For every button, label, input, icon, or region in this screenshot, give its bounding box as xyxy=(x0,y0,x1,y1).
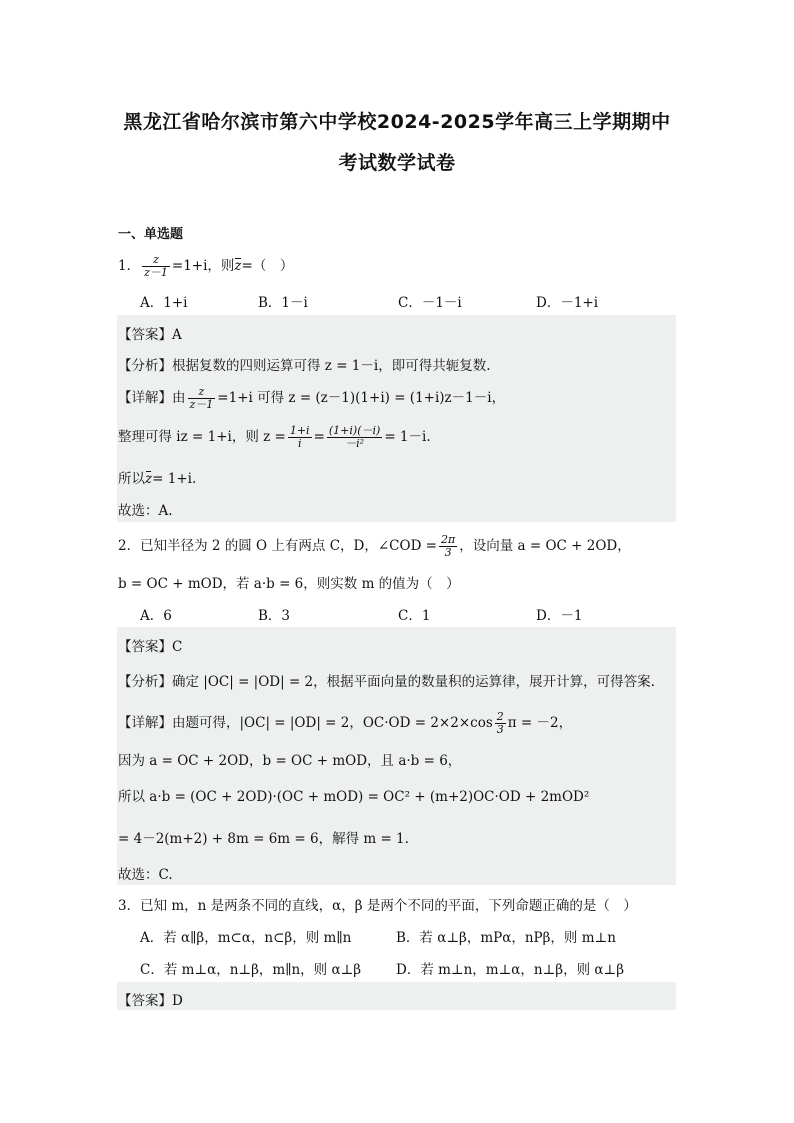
q2-analysis-label: 【分析】 xyxy=(118,674,172,690)
q1-analysis-label: 【分析】 xyxy=(118,358,172,374)
q3-option-a: A．若 α∥β，m⊂α，n⊂β，则 m∥n xyxy=(140,930,352,946)
q2-detail-line-1: 【详解】由题可得，|OC| = |OD| = 2，OC·OD = 2×2×cos $\frac{2}{3}$ π = －2， xyxy=(118,710,573,736)
q2-option-c: C．1 xyxy=(398,608,431,624)
q3-answer-panel xyxy=(117,982,676,1010)
q2-stem-line-2: b = OC + mOD，若 a·b = 6，则实数 m 的值为（ ） xyxy=(118,576,460,592)
section-heading: 一、单选题 xyxy=(118,227,184,242)
q2-detail-line-2: 因为 a = OC + 2OD，b = OC + mOD，且 a·b = 6， xyxy=(118,753,462,769)
q2-answer: 【答案】C xyxy=(118,639,183,655)
q2-analysis xyxy=(118,670,655,690)
q1-detail-line-2: 整理可得 iz = 1+i，则 z = $\frac{1+i}{i}$ = $\frac{(1+i)(-i)}{\text{－i²}}$ = 1－i. xyxy=(118,424,431,450)
q1-stem xyxy=(118,254,293,279)
q2-option-b: B．3 xyxy=(258,608,291,624)
q2-detail-fraction: $\frac{2}{3}$ xyxy=(496,710,504,736)
q3-option-c: C．若 m⊥α，n⊥β，m∥n，则 α⊥β xyxy=(140,962,362,978)
q1-number: 1． xyxy=(118,258,141,274)
q2-stem-line-1: 2．已知半径为 2 的圆 O 上有两点 C，D，∠COD = $\frac{2\pi}{3}$ ，设向量 a = OC + 2OD， xyxy=(118,533,631,559)
q3-stem: 3．已知 m，n 是两条不同的直线，α，β 是两个不同的平面，下列命题正确的是（ ） xyxy=(118,898,637,914)
q1-stem-end: =（ ） xyxy=(241,258,294,274)
q2-detail-label: 【详解】 xyxy=(118,715,172,731)
q1-detail-fraction-2: $\frac{1+i}{i}$ xyxy=(289,424,310,450)
q2-option-d: D．－1 xyxy=(536,608,583,624)
q2-analysis-text: 确定 |OC| = |OD| = 2，根据平面向量的数量积的运算律，展开计算，可得答案. xyxy=(172,674,655,690)
q2-option-a: A．6 xyxy=(140,608,172,624)
q1-option-d: D．－1+i xyxy=(536,295,599,311)
q1-answer-panel xyxy=(117,315,676,522)
q3-answer: 【答案】D xyxy=(118,993,183,1009)
document-title-line-2: 考试数学试卷 xyxy=(338,152,456,174)
q2-detail-line-3: 所以 a·b = (OC + 2OD)·(OC + mOD) = OC² + (m+2)OC·OD + 2mOD² xyxy=(118,789,590,805)
q1-option-c: C．－1－i xyxy=(398,295,462,311)
q1-option-b: B．1－i xyxy=(258,295,308,311)
q1-option-a: A．1+i xyxy=(140,295,188,311)
q1-detail-line-3: 所以z= 1+i. xyxy=(118,471,197,487)
q1-analysis-text: 根据复数的四则运算可得 z = 1－i，即可得共轭复数. xyxy=(172,358,491,374)
q1-answer: 【答案】A xyxy=(118,327,182,343)
q3-option-d: D．若 m⊥n，m⊥α，n⊥β，则 α⊥β xyxy=(396,962,625,978)
q1-detail-label: 【详解】 xyxy=(118,390,172,406)
q2-detail-line-4: = 4－2(m+2) + 8m = 6m = 6，解得 m = 1. xyxy=(118,831,409,847)
q1-detail-line-1: 【详解】由 $\frac{z}{z-1}$ =1+i 可得 z = (z－1)(1+i) = (1+i)z－1－i， xyxy=(118,385,506,411)
q1-stem-mid: =1+i，则 xyxy=(171,258,235,274)
q2-choice: 故选：C. xyxy=(118,867,173,883)
q1-detail-fraction: $\frac{z}{z-1}$ xyxy=(189,385,214,411)
q1-detail-fraction-3: $\frac{(1+i)(-i)}{\text{－i²}}$ xyxy=(328,424,381,450)
q1-choice: 故选：A. xyxy=(118,503,173,519)
q1-detail-zbar: z xyxy=(145,471,153,487)
document-title-line-1: 黑龙江省哈尔滨市第六中学校2024-2025学年高三上学期期中 xyxy=(123,111,671,133)
q1-analysis xyxy=(118,354,491,374)
q3-option-b: B．若 α⊥β，mPα，nPβ，则 m⊥n xyxy=(396,930,616,946)
q1-stem-fraction: $\frac{z}{z-1}$ xyxy=(144,253,168,279)
q2-stem-fraction: $\frac{2\pi}{3}$ xyxy=(441,533,456,559)
q1-zbar: z xyxy=(234,258,242,274)
